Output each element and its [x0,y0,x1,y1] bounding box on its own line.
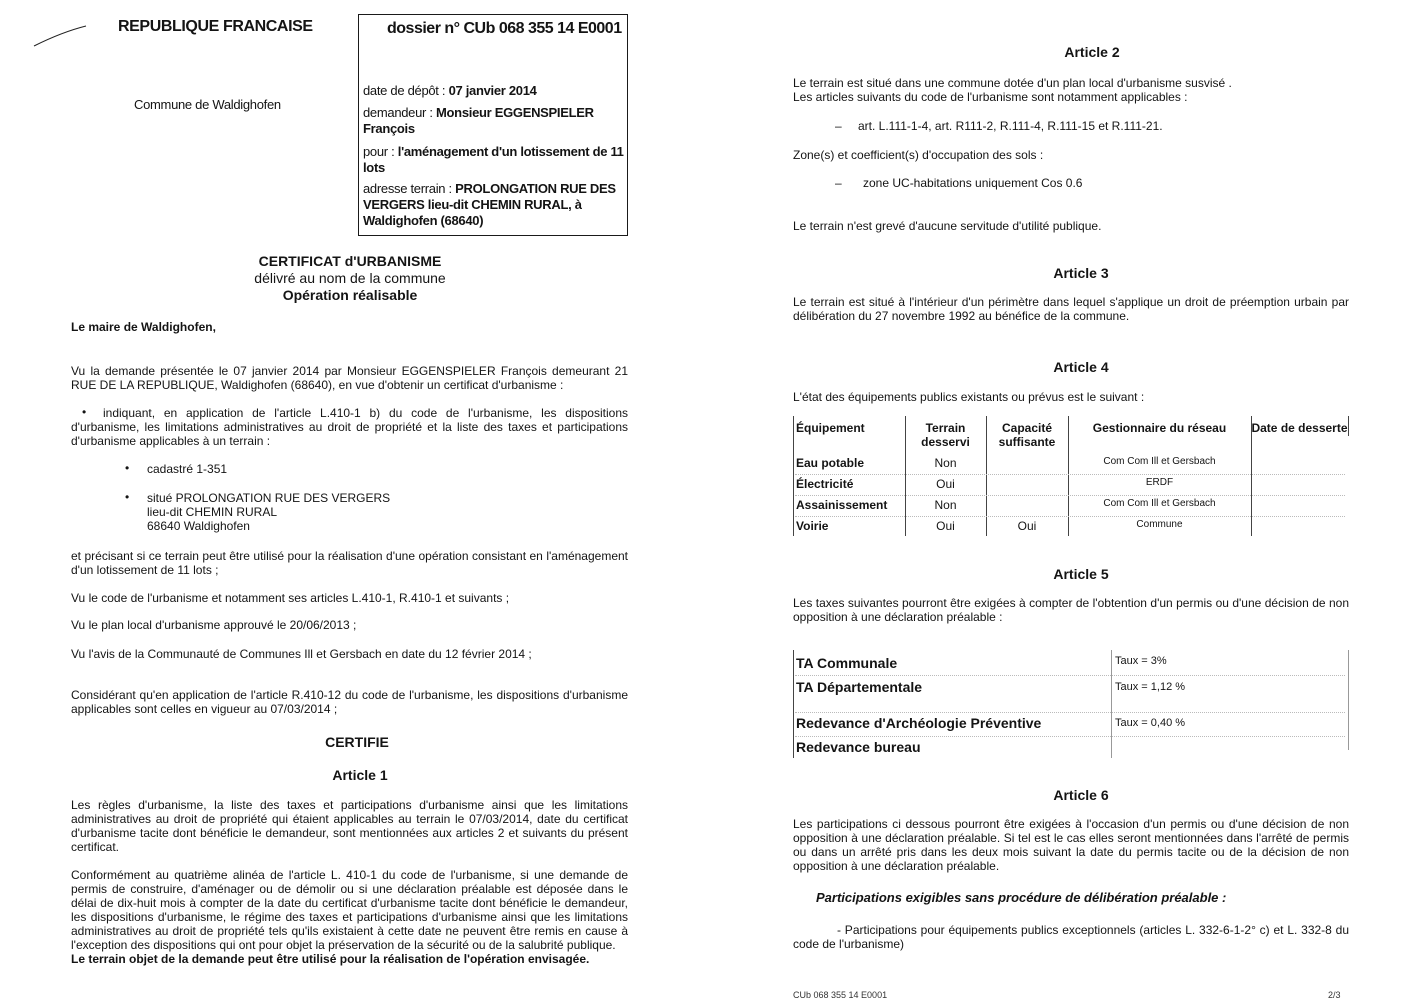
right-page [711,0,1422,1000]
considerant: Considérant qu'en application de l'article R.410-12 du code de l'urbanisme, les dispositions d'urbanisme applicables sont celles en vigueur au 07/03/2014 ; [71,688,628,716]
article2-title: Article 2 [1064,44,1120,60]
certificate-title: CERTIFICAT d'URBANISME [258,253,442,269]
equip-row-name: Assainissement [796,498,888,512]
article3-p: Le terrain est situé à l'intérieur d'un périmètre dans lequel s'applique un droit de préemption urbain par délibération du 27 novembre 1992 au bénéfice de la commune. [793,295,1349,323]
article6-p: Les participations ci dessous pourront être exigées à l'occasion d'un permis ou d'une décision de non opposition à une déclaration préalable. Si tel est le cas elles seront mentionnées dans l'arrêté de permis ou dans un arrêté pris dans les deux mois suivant la date du permis tacite ou de la décision de non opposition à une déclaration préalable. [793,817,1349,873]
article5-title: Article 5 [1053,566,1109,582]
article1-conclusion: Le terrain objet de la demande peut être utilisé pour la réalisation de l'opération envisagée. [71,952,590,966]
tax-name: TA Départementale [796,679,923,695]
equip-row-desservi: Oui [936,477,955,491]
article2-servitude: Le terrain n'est grevé d'aucune servitude d'utilité publique. [793,219,1102,233]
situe-line-3: 68640 Waldighofen [147,519,250,533]
adresse-value: PROLONGATION RUE DES [455,181,616,196]
maire-line: Le maire de Waldighofen, [71,320,216,334]
tax-rate: Taux = 3% [1115,655,1167,667]
bullet-cadastre: cadastré 1-351 [147,462,228,476]
equip-row-name: Voirie [796,519,829,533]
situe-line-2: lieu-dit CHEMIN RURAL [147,505,278,519]
tax-name: Redevance d'Archéologie Préventive [796,715,1042,731]
vu-code: Vu le code de l'urbanisme et notamment ses articles L.410-1, R.410-1 et suivants ; [71,591,510,605]
equip-row-name: Électricité [796,477,854,491]
dossier-label: dossier n° [387,20,460,37]
pen-stroke-mark [30,22,90,52]
equip-row-name: Eau potable [796,456,865,470]
precisant: et précisant si ce terrain peut être utilisé pour la réalisation d'une opération consistant en l'aménagement d'un lotissement de 11 lots ; [71,549,628,577]
equip-header-gestionnaire: Gestionnaire du réseau [1092,421,1227,435]
article1-title: Article 1 [332,767,388,783]
certificate-operation: Opération réalisable [282,287,418,303]
depot-value: 07 janvier 2014 [448,83,537,98]
vu-plan: Vu le plan local d'urbanisme approuvé le 20/06/2013 ; [71,618,357,632]
article2-zone-label: Zone(s) et coefficient(s) d'occupation des sols : [793,148,1044,162]
pour-value-cont: lots [363,160,385,175]
commune-name: Commune de Waldighofen [134,97,281,112]
article2-zone: zone UC-habitations uniquement Cos 0.6 [863,176,1083,190]
adresse-value-line-3: Waldighofen (68640) [363,213,484,228]
situe-line-1: situé PROLONGATION RUE DES VERGERS [147,491,391,505]
equip-header-equipement: Équipement [796,421,865,435]
equip-header-date: Date de desserte [1251,421,1348,435]
tax-name: TA Communale [796,655,898,671]
equip-row-desservi: Non [934,498,957,512]
adresse-line [363,181,616,197]
adresse-label: adresse terrain : [363,181,452,196]
article6-title: Article 6 [1053,787,1109,803]
pour-label: pour : [363,144,395,159]
adresse-value-line-2: VERGERS lieu-dit CHEMIN RURAL, à [363,197,582,212]
equip-header-capacite: Capacité suffisante [998,421,1056,449]
equip-row-desservi: Non [934,456,957,470]
article4-p: L'état des équipements publics existants ou prévus est le suivant : [793,390,1145,404]
bullet-dot: • [125,461,130,475]
article4-title: Article 4 [1053,359,1109,375]
demandeur-line [363,105,594,121]
certifie-heading: CERTIFIE [325,734,389,750]
footer-reference: CUb 068 355 14 E0001 [793,990,888,1000]
equip-header-desservi: Terrain desservi [921,421,970,449]
depot-label: date de dépôt : [363,83,446,98]
participations-item: - Participations pour équipements publics exceptionnels (articles L. 332-6-1-2° c) et L. 332-8 du code de l'urbanisme) [793,923,1349,951]
bullet-dot: • [125,490,130,504]
article2-list: art. L.111-1-4, art. R111-2, R.111-4, R.111-15 et R.111-21. [858,119,1163,133]
equip-row-gestionnaire: ERDF [1145,477,1174,488]
certificate-subtitle: délivré au nom de la commune [254,270,446,286]
footer-page-number: 2/3 [1328,990,1341,1000]
article1-p2: Conformément au quatrième alinéa de l'article L. 410-1 du code de l'urbanisme, si une demande de permis de construire, d'aménager ou de démolir ou si une déclaration préalable est déposée dans le délai de dix-huit mois à compter de la date du certificat d'urbanisme tacite dont bénéficie le demandeur, les dispositions d'urbanisme, le régime des taxes et participations d'urbanisme ainsi que les limitations administratives au droit de propriété tels qu'ils existaient à cette date ne peuvent être remis en cause à l'exception des dispositions qui ont pour objet la préservation de la sécurité ou de la salubrité publique. [71,868,628,952]
pour-value: l'aménagement d'un lotissement de 11 [397,144,624,159]
list-dash: – [835,119,842,133]
article1-p1: Les règles d'urbanisme, la liste des taxes et participations d'urbanisme ainsi que les limitations administratives au droit de propriété qui étaient applicables au terrain le 07/03/2014, date du certificat d'urbanisme tacite dont bénéficie le demandeur, sont mentionnées aux articles 2 et suivants du présent certificat. [71,798,628,854]
taxes-table [793,650,1349,760]
article2-p2: Les articles suivants du code de l'urbanisme sont notamment applicables : [793,90,1188,104]
equip-row-gestionnaire: Com Com Ill et Gersbach [1103,456,1216,467]
demandeur-firstname: François [363,121,415,136]
equip-row-gestionnaire: Com Com Ill et Gersbach [1103,498,1216,509]
equip-row-desservi: Oui [936,519,955,533]
equipment-table [793,416,1349,538]
depot-line [363,83,537,99]
list-dash: – [835,176,842,190]
pour-line [363,144,624,160]
tax-rate: Taux = 0,40 % [1115,717,1186,729]
article2-p1: Le terrain est situé dans une commune dotée d'un plan local d'urbanisme susvisé . [793,76,1232,90]
vu-avis: Vu l'avis de la Communauté de Communes Ill et Gersbach en date du 12 février 2014 ; [71,647,532,661]
dossier-number-line [387,20,622,38]
vu-demande: Vu la demande présentée le 07 janvier 2014 par Monsieur EGGENSPIELER François demeurant 21 RUE DE LA REPUBLIQUE, Waldighofen (68640), en vue d'obtenir un certificat d'urbanisme : [71,364,628,392]
equip-row-capacite: Oui [1017,519,1037,533]
republic-heading: REPUBLIQUE FRANCAISE [118,18,313,35]
tax-rate: Taux = 1,12 % [1115,681,1186,693]
demandeur-value: Monsieur EGGENSPIELER [436,105,594,120]
bullet-dot: • [82,405,87,419]
dossier-number: CUb 068 355 14 E0001 [463,20,622,37]
dossier-box [358,14,628,236]
article3-title: Article 3 [1053,265,1109,281]
article5-p: Les taxes suivantes pourront être exigées à compter de l'obtention d'un permis ou d'une décision de non opposition à une déclaration préalable : [793,596,1349,624]
participations-title: Participations exigibles sans procédure de délibération préalable : [816,890,1227,905]
tax-name: Redevance bureau [796,739,921,755]
bullet-indiquant: indiquant, en application de l'article L.410-1 b) du code de l'urbanisme, les dispositions d'urbanisme, les limitations administratives au droit de propriété et la liste des taxes et participations d'urbanisme applicables à un terrain : [71,406,628,448]
equip-row-gestionnaire: Commune [1136,519,1183,530]
demandeur-label: demandeur : [363,105,433,120]
bullet-situe [147,491,390,533]
